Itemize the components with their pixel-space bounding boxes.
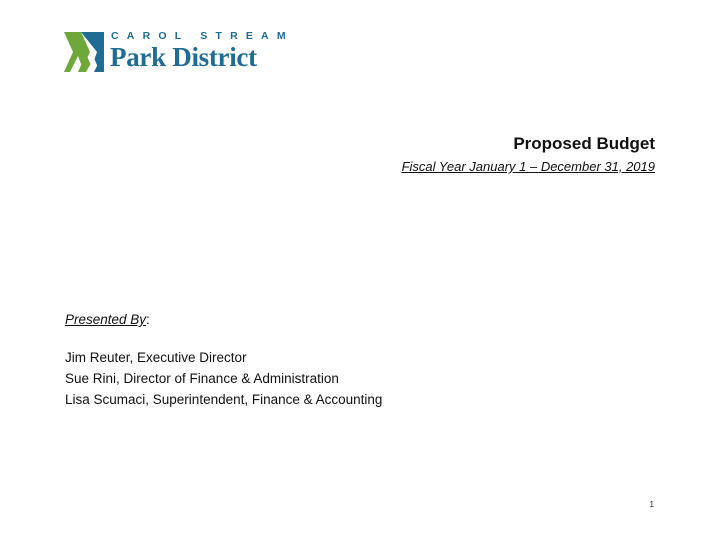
presenter-item: Jim Reuter, Executive Director xyxy=(65,350,247,365)
logo-text-park-district: Park District xyxy=(110,42,257,72)
logo-text-carol-stream: CAROL STREAM xyxy=(111,30,294,42)
page-number: 1 xyxy=(649,500,654,509)
document-subtitle: Fiscal Year January 1 – December 31, 2019 xyxy=(401,159,655,174)
presenter-list xyxy=(65,347,382,410)
presented-by-colon: : xyxy=(146,312,150,327)
presented-by-label: Presented By xyxy=(65,312,147,327)
title-block xyxy=(402,133,655,176)
document-title: Proposed Budget xyxy=(513,134,655,153)
park-district-logo xyxy=(64,30,294,74)
presenter-item: Lisa Scumaci, Superintendent, Finance & Accounting xyxy=(65,392,383,407)
presenters-section xyxy=(65,309,382,410)
presenter-item: Sue Rini, Director of Finance & Administration xyxy=(65,371,339,386)
leaf-grass-logo-icon xyxy=(64,32,104,72)
presented-by-heading xyxy=(65,309,382,330)
